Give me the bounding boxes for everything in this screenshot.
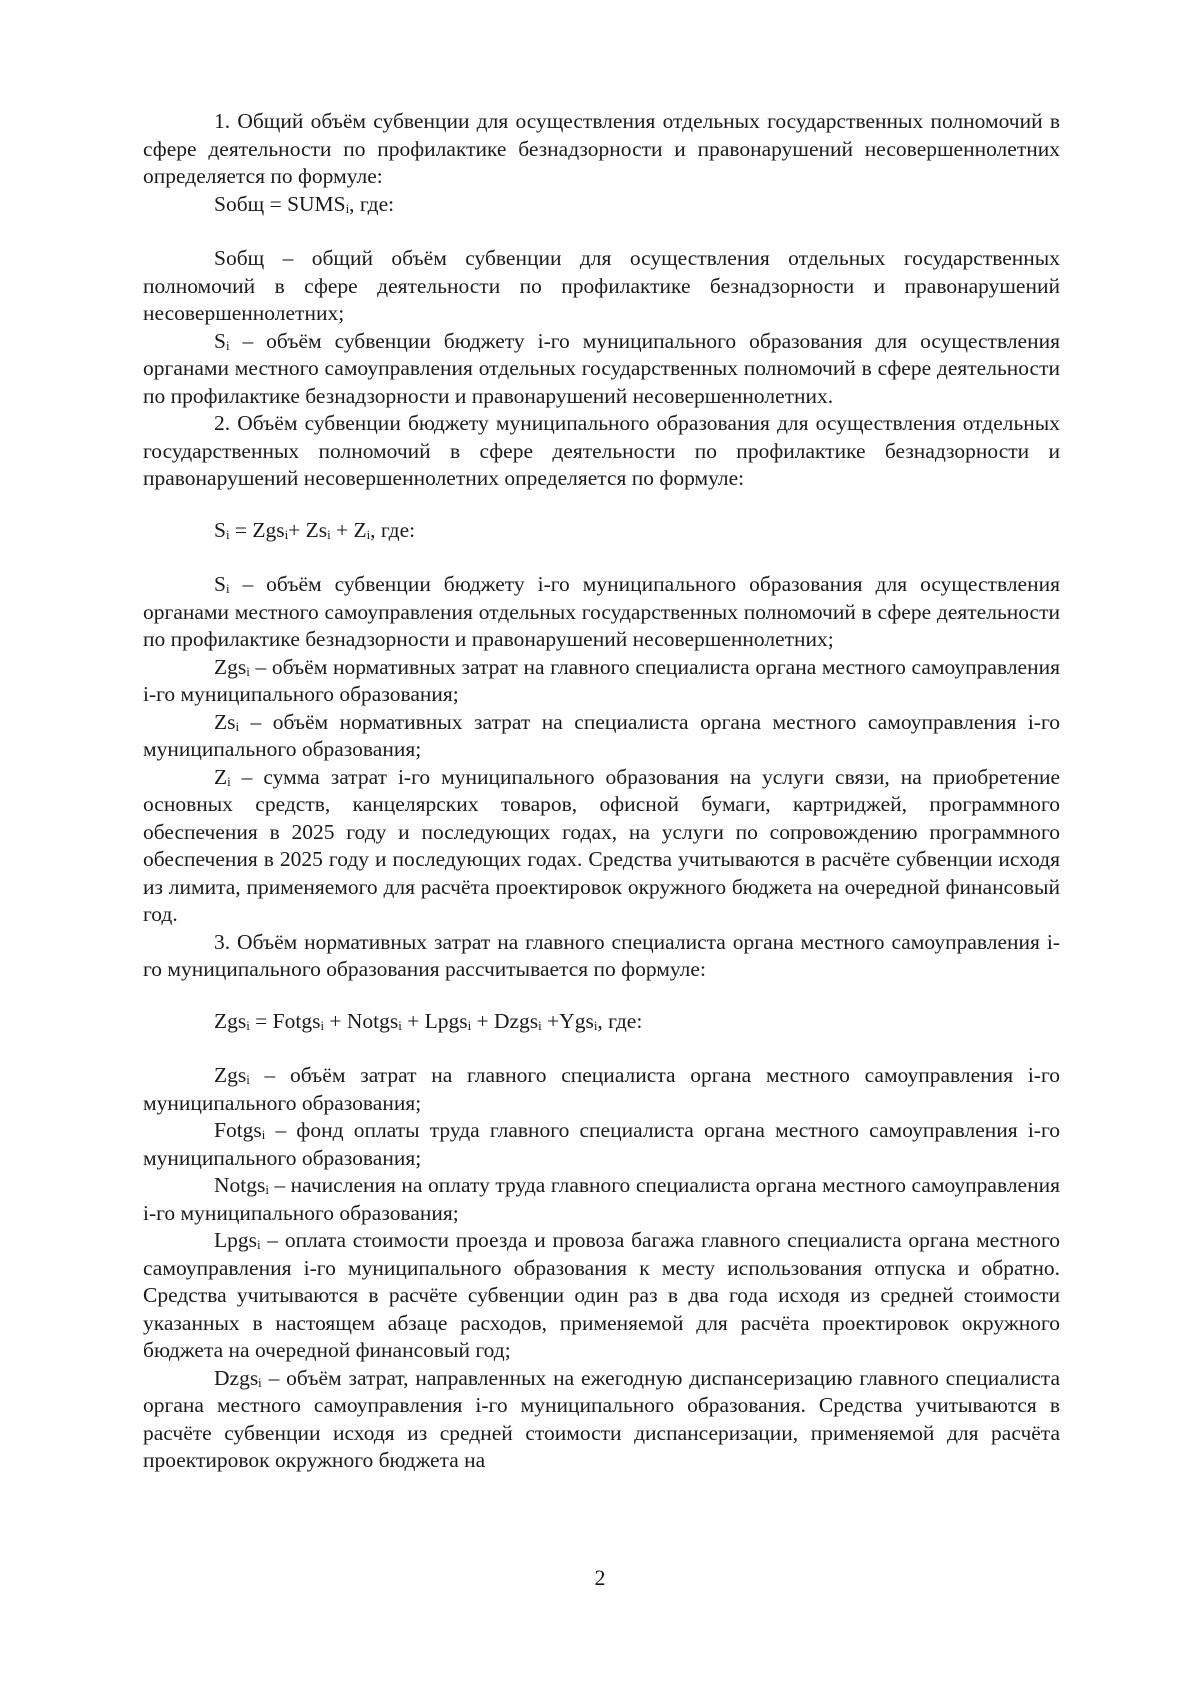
definition-dzgs-i: Dzgsᵢ – объём затрат, направленных на ежегодную диспансеризацию главного специалиста органа местного самоуправления i-го муниципального образования. Средства учитываются в расчёте субвенции исходя из средней стоимости диспансеризации, применяемой для расчёта проектировок окружного бюджета на	[143, 1365, 1060, 1472]
definition-zgs-i-2: Zgsᵢ – объём затрат на главного специалиста органа местного самоуправления i-го муниципального образования;	[143, 1063, 1060, 1115]
definition-s-i-2: Sᵢ – объём субвенции бюджету i-го муниципального образования для осуществления органами местного самоуправления отдельных государственных полномочий в сфере деятельности по профилактике безнадзорности и правонарушений несовершеннолетних;	[143, 572, 1060, 651]
paragraph-1-intro: 1. Общий объём субвенции для осуществления отдельных государственных полномочий в сфере деятельности по профилактике безнадзорности и правонарушений несовершеннолетних определяется по формуле:	[143, 109, 1060, 188]
definition-s-i: Sᵢ – объём субвенции бюджету i-го муниципального образования для осуществления органами местного самоуправления отдельных государственных полномочий в сфере деятельности по профилактике безнадзорности и правонарушений несовершеннолетних.	[143, 328, 1060, 408]
definition-notgs-i: Notgsᵢ – начисления на оплату труда главного специалиста органа местного самоуправления i-го муниципального образования;	[143, 1173, 1060, 1225]
paragraph-2-intro: 2. Объём субвенции бюджету муниципального образования для осуществления отдельных государственных полномочий в сфере деятельности по профилактике безнадзорности и правонарушений несовершеннолетних определяется по формуле:	[143, 411, 1060, 490]
definition-s-total: Sобщ – общий объём субвенции для осуществления отдельных государственных полномочий в сфере деятельности по профилактике безнадзорности и правонарушений несовершеннолетних;	[143, 246, 1060, 325]
definition-lpgs-i: Lpgsᵢ – оплата стоимости проезда и провоза багажа главного специалиста органа местного самоуправления i-го муниципального образования к месту использования отпуска и обратно. Средства учитываются в расчёте субвенции один раз в два года исходя из средней стоимости указанных в настоящем абзаце расходов, применяемой для расчёта проектировок окружного бюджета на очередной финансовый год;	[143, 1228, 1060, 1362]
definition-fotgs-i: Fotgsᵢ – фонд оплаты труда главного специалиста органа местного самоуправления i-го муниципального образования;	[143, 1118, 1060, 1170]
document-page	[143, 108, 1060, 1475]
formula-zgs-i: Zgsᵢ = Fotgsᵢ + Notgsᵢ + Lpgsᵢ + Dzgsᵢ +Ygsᵢ, где:	[214, 1008, 643, 1033]
formula-s-total: Sобщ = SUMSᵢ, где:	[214, 191, 395, 216]
formula-s-i: Sᵢ = Zgsᵢ+ Zsᵢ + Zᵢ, где:	[214, 517, 416, 542]
definition-z-i: Zᵢ – сумма затрат i-го муниципального образования на услуги связи, на приобретение основных средств, канцелярских товаров, офисной бумаги, картриджей, программного обеспечения в 2025 году и последующих годах, на услуги по сопровождению программного обеспечения в 2025 году и последующих годах. Средства учитываются в расчёте субвенции исходя из лимита, применяемого для расчёта проектировок окружного бюджета на очередной финансовый год.	[143, 764, 1060, 926]
paragraph-3-intro: 3. Объём нормативных затрат на главного специалиста органа местного самоуправления i-го муниципального образования рассчитывается по формуле:	[143, 929, 1060, 981]
definition-zgs-i: Zgsᵢ – объём нормативных затрат на главного специалиста органа местного самоуправления i-го муниципального образования;	[143, 654, 1060, 706]
definition-zs-i: Zsᵢ – объём нормативных затрат на специалиста органа местного самоуправления i-го муниципального образования;	[143, 709, 1060, 761]
page-number: 2	[594, 1565, 606, 1590]
